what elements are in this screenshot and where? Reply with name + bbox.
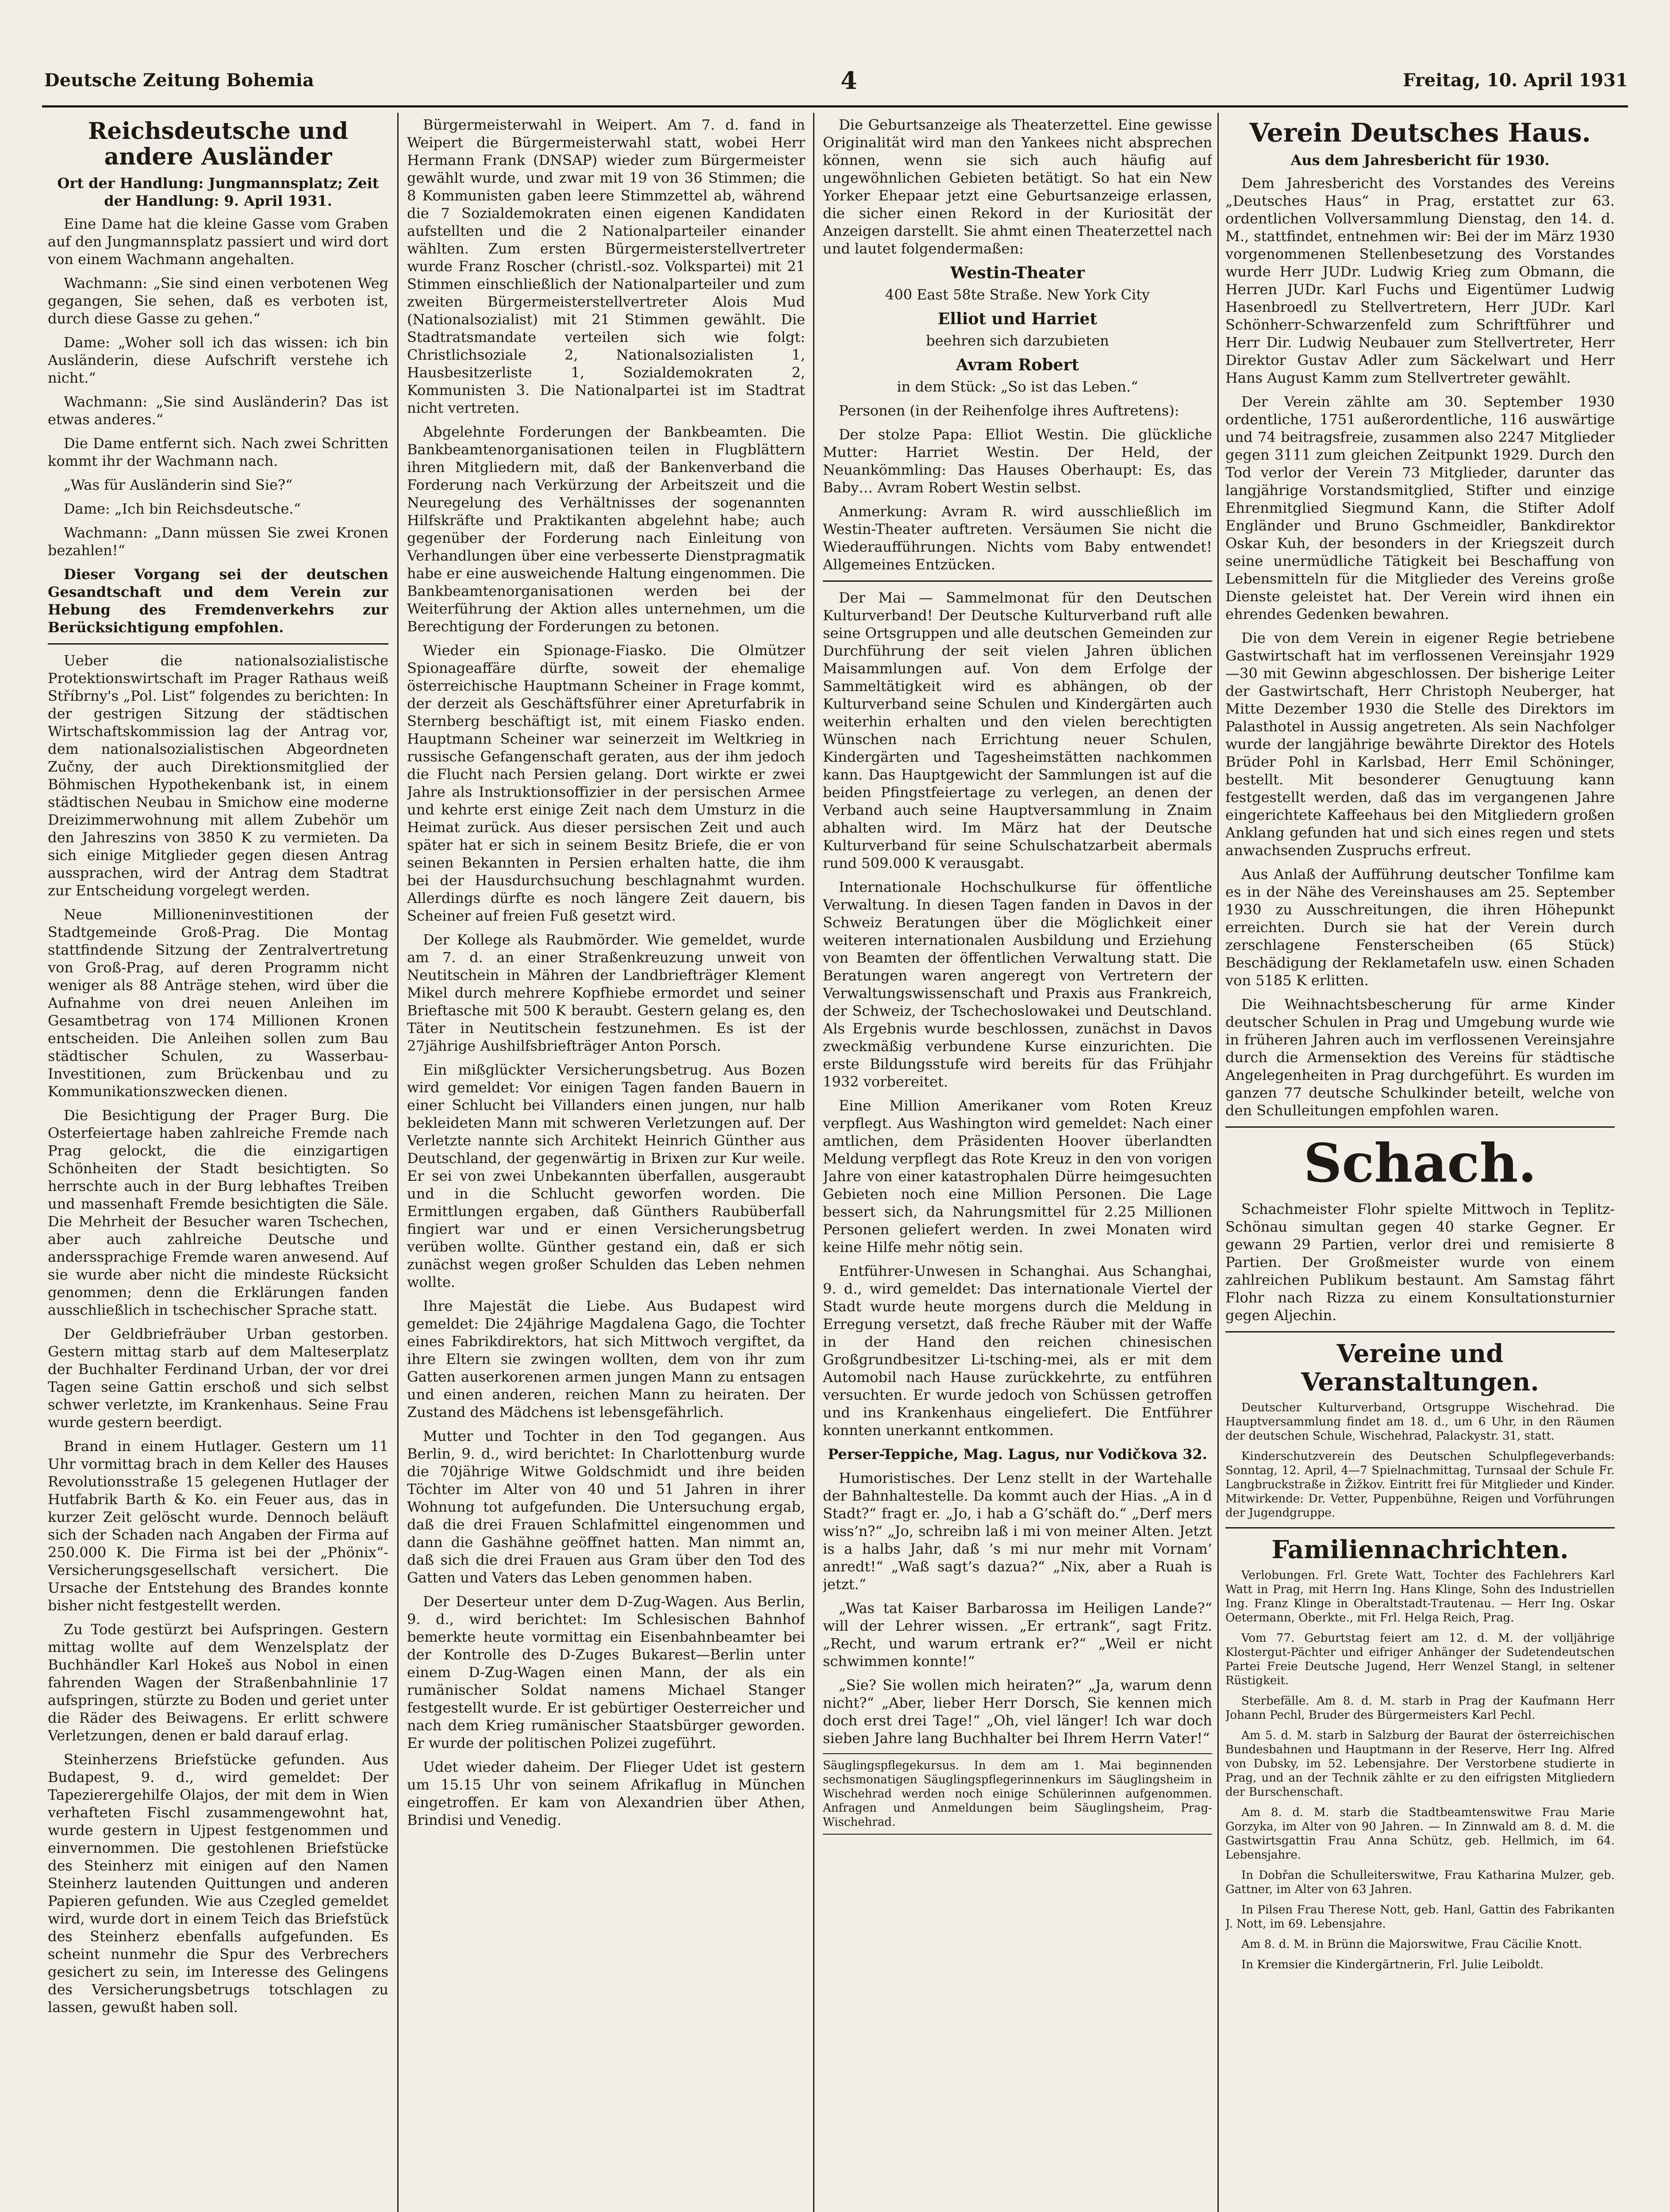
family-item: In Pilsen Frau Therese Nott, geb. Hanl, Gattin des Fabrikanten J. Nott, im 69. Lebensjahre. bbox=[1225, 1903, 1615, 1931]
humor-item: Humoristisches. Der Lenz stellt in der Wartehalle der Bahnhaltestelle. Da kommt auch der Hias. „A in d Stadt?“ fragt er. „Jo, i hab a G’schäft do.“ „Derf mers wiss’n?“ „Jo, schreibn laß i mi von meiner Alten. Jetzt is a halbs Jahr, daß ’s mi nur mehr mit Vornam’ anredt!“ „Waß sagt’s dazua?“ „Nix, aber a Ruah is jetzt.“ bbox=[823, 1470, 1212, 1593]
page-number: 4 bbox=[841, 66, 857, 95]
news-item: Der Geldbriefräuber Urban gestorben. Gestern mittag starb auf dem Malteserplatz der Buchhalter Ferdinand Urban, der vor drei Tagen seine Gattin erschoß und sich selbst schwer verletzte, im Krankenhaus. Seine Frau wurde gestern beerdigt. bbox=[48, 1325, 388, 1431]
family-item: Sterbefälle. Am 8. d. M. starb in Prag der Kaufmann Herr Johann Pechl, Bruder des Bürgermeisters Karl Pechl. bbox=[1225, 1694, 1615, 1722]
header-rule bbox=[42, 105, 1628, 108]
news-item: Ueber die nationalsozialistische Protektionswirtschaft im Prager Rathaus weiß Stříbrny's „Pol. List“ folgendes zu berichten: In der gestrigen Sitzung der städtischen Wirtschaftskommission lag der Antrag vor, dem nationalsozialistischen Abgeordneten Zučny, der auch Direktionsmitglied der Böhmischen Hypothekenbank ist, in einem städtischen Neubau in Smichow eine moderne Dreizimmerwohnung mit allem Zubehör um den Jahreszins von 3850 K zu vermieten. Da sich einige Mitglieder gegen diesen Antrag aussprachen, wird der Antrag dem Stadtrat zur Entscheidung vorgelegt werden. bbox=[48, 652, 388, 899]
news-item: Udet wieder daheim. Der Flieger Udet ist gestern um 15.15 Uhr von seinem Afrikaflug in München eingetroffen. Er kam von Alexandrien über Athen, Brindisi und Venedig. bbox=[407, 1759, 805, 1828]
news-item: Brand in einem Hutlager. Gestern um 11 Uhr vormittag brach in dem Keller des Hauses Revolutionsstraße 15 gelegenen Hutlager der Hutfabrik Barth & Ko. ein Feuer aus, das in kurzer Zeit gelöscht wurde. Dennoch beläuft sich der Schaden nach Angaben der Firma auf 250.000 K. Die Firma ist bei der „Phönix“-Versicherungsgesellschaft versichert. Die Ursache der Entstehung des Brandes konnte bisher nicht festgestellt werden. bbox=[48, 1438, 388, 1614]
column-2 bbox=[407, 116, 805, 2212]
news-item: Bürgermeisterwahl in Weipert. Am 7. d. fand in Weipert die Bürgermeisterwahl statt, wobei Herr Hermann Frank (DNSAP) wieder zum Bürgermeister gewählt wurde, und zwar mit 19 von 36 Stimmen; die 8 Kommunisten gaben leere Stimmzettel ab, während die 7 Sozialdemokraten einen eigenen Kandidaten aufstellten und die 2 Nationalparteiler einander wählten. Zum ersten Bürgermeisterstellvertreter wurde Franz Roscher (christl.-soz. Volkspartei) mit 21 Stimmen einschließlich der Nationalparteiler und zum zweiten Bürgermeisterstellvertreter Alois Mud (Nationalsozialist) mit 21 Stimmen gewählt. Die Stadtratsmandate verteilen sich wie folgt: Christlichsoziale 2, Nationalsozialisten 1, Hausbesitzerliste 1, Sozialdemokraten 2, Kommunisten 3. Die Nationalpartei ist im Stadtrat nicht vertreten. bbox=[407, 116, 805, 416]
theater-bill-line: beehren sich darzubieten bbox=[926, 332, 1109, 349]
news-item: Eine Million Amerikaner vom Roten Kreuz verpflegt. Aus Washington wird gemeldet: Nach einer amtlichen, dem Präsidenten Hoover überlandten Meldung verpflegt das Rote Kreuz in den von vorigen Jahre von einer katastrophalen Dürre heimgesuchten Gebieten noch eine Million Personen. Die Lage bessert sich, da Nahrungsmittel für 2.25 Millionen Personen geliefert werden. In zwei Monaten wird keine Hilfe mehr nötig sein. bbox=[823, 1097, 1212, 1256]
news-item: Der Mai — Sammelmonat für den Deutschen Kulturverband! Der Deutsche Kulturverband ruft alle seine Ortsgruppen und alle deutschen Gemeinden zur Durchführung der seit vielen Jahren üblichen Maisammlungen auf. Von dem Erfolge der Sammeltätigkeit wird es abhängen, ob der Kulturverband seine Schulen und Kindergärten auch weiterhin erhalten und den vielen berechtigten Wünschen nach Errichtung neuer Schulen, Kindergärten und Tagesheimstätten nachkommen kann. Das Hauptgewicht der Sammlungen ist auf die beiden Pfingstfeiertage zu verlegen, an denen der Verband auch seine Hauptversammlung in Znaim abhalten wird. Im März hat der Deutsche Kulturverband für seine Schulschatzarbeit abermals rund 509.000 K verausgabt. bbox=[823, 589, 1212, 872]
paragraph: Wachmann: „Dann müssen Sie zwei Kronen bezahlen!“ bbox=[48, 524, 388, 559]
section-rule bbox=[48, 643, 388, 645]
news-item: Der Kollege als Raubmörder. Wie gemeldet, wurde am 7. d. an einer Straßenkreuzung unweit von Neutitschein in Mähren der Landbriefträger Klement Mikel durch mehrere Kopfhiebe ermordet und seiner Brieftasche mit 500 K beraubt. Gestern gelang es, den Täter in Neutitschein festzunehmen. Es ist der 27jährige Aushilfsbriefträger Anton Porsch. bbox=[407, 931, 805, 1054]
paragraph: Dem Jahresbericht des Vorstandes des Vereins „Deutsches Haus“ in Prag, erstattet zur 63. ordentlichen Vollversammlung Dienstag, den 14. d. M., stattfindet, entnehmen wir: Bei der im März 1930 vorgenommenen Stellenbesetzung des Vorstandes wurde Herr JUDr. Ludwig Krieg zum Obmann, die Herren JUDr. Karl Fuchs und Eigentümer Ludwig Hasenbroedl zu Stellvertretern, Herr JUDr. Karl Schönherr-Schwarzenfeld zum Schriftführer und Herr Dir. Ludwig Neubauer zum Stellvertreter, Herr Direktor Gustav Adler zum Säckelwart und Herr Hans August Kamm zum Stellvertreter gewählt. bbox=[1225, 175, 1615, 386]
humor-item: „Was tat Kaiser Barbarossa im Heiligen Lande?“ will der Lehrer wissen. „Er ertrank“, sagt Fritz. „Recht, und warum ertrank er?“ „Weil er nicht schwimmen konnte!“ bbox=[823, 1600, 1212, 1670]
humor-item: „Sie? Sie wollen mich heiraten?“ „Ja, warum denn nicht?“ „Aber, lieber Herr Dorsch, Sie kennen mich doch erst drei Tage!“ „Oh, viel länger! Ich war doch sieben Jahre lang Buchhalter bei Ihrem Herrn Vater!“ bbox=[823, 1677, 1212, 1747]
section-rule bbox=[1225, 1527, 1615, 1528]
article-subheadline: Ort der Handlung: Jungmannsplatz; Zeit der Handlung: 9. April 1931. bbox=[57, 175, 379, 209]
section-rule bbox=[1225, 1331, 1615, 1333]
news-item: Die Geburtsanzeige als Theaterzettel. Eine gewisse Originalität wird man den Yankees nicht absprechen können, wenn sie sich auch häufig auf ungewöhnlichen Gebieten betätigt. So hat ein New Yorker Ehepaar jetzt eine Geburtsanzeige erlassen, die sicher einen Rekord in der Kuriosität der Anzeigen darstellt. Sie ahmt einen Theaterzettel nach und lautet folgendermaßen: bbox=[823, 116, 1212, 257]
theater-bill-title: Westin-Theater bbox=[950, 264, 1085, 282]
news-item: Entführer-Unwesen in Schanghai. Aus Schanghai, 9. d., wird gemeldet: Das internationale Viertel der Stadt wurde heute morgens durch die Meldung in Erregung versetzt, daß freche Räuber mit der Waffe in der Hand den reichen chinesischen Großgrundbesitzer Li-tsching-mei, als er mit dem Automobil nach Hause zurückkehrte, zu entführen versuchten. Er wurde jedoch von Schüssen getroffen und ins Krankenhaus eingeliefert. Die Entführer konnten unerkannt entkommen. bbox=[823, 1263, 1212, 1439]
paragraph: Die von dem Verein in eigener Regie betriebene Gastwirtschaft hat im verflossenen Vereinsjahr 1929—30 mit Gewinn abgeschlossen. Der bisherige Leiter der Gastwirtschaft, Herr Christoph Neuberger, hat Mitte Dezember 1930 die Stelle des Direktors im Palasthotel in Aussig angetreten. Als sein Nachfolger wurde der langjährige bewährte Direktor des Hotels Brüder Pohl in Karlsbad, Herr Emil Schöninger, bestellt. Mit besonderer Genugtuung kann festgestellt werden, daß das im vergangenen Jahre eingerichtete Kaffeehaus bei den Mitgliedern großen Anklang gefunden hat und sich eines regen und stets anwachsenden Zuspruchs erfreut. bbox=[1225, 630, 1615, 859]
news-item: Die Besichtigung der Prager Burg. Die Osterfeiertage haben zahlreiche Fremde nach Prag gelockt, die die einzigartigen Schönheiten der Stadt besichtigten. So herrschte auch in der Burg lebhaftes Treiben und massenhaft Fremde besichtigten die Säle. Die Mehrheit der Besucher waren Tschechen, aber auch zahlreiche Deutsche und anderssprachige Fremde waren anwesend. Auf sie wurde aber nicht die mindeste Rücksicht genommen; denn die Erklärungen fanden ausschließlich in tschechischer Sprache statt. bbox=[48, 1107, 388, 1318]
advertisement: Perser-Teppiche, Mag. Lagus, nur Vodičkova 32. bbox=[828, 1446, 1207, 1463]
family-news-headline: Familiennachrichten. bbox=[1271, 1535, 1569, 1564]
news-item: Wieder ein Spionage-Fiasko. Die Olmützer Spionageaffäre dürfte, soweit der ehemalige österreichische Hauptmann Scheiner in Frage kommt, der derzeit als Geschäftsführer einer Apreturfabrik in Sternberg beschäftigt ist, mit einem Fiasko enden. Hauptmann Scheiner war seinerzeit im Weltkrieg in russische Gefangenschaft geraten, aus der ihm jedoch die Flucht nach Persien gelang. Dort wirkte er zwei Jahre als Instruktionsoffizier in der persischen Armee und kehrte erst einige Zeit nach dem Umsturz in die Heimat zurück. Aus dieser persischen Zeit und auch später hat er sich in seinem Besitz Briefe, die er von seinen Bekannten in Persien erhalten hatte, die ihm bei der Hausdurchsuchung beschlagnahmt wurden. Allerdings dürfte es noch längere Zeit dauern, bis Scheiner auf freien Fuß gesetzt wird. bbox=[407, 642, 805, 924]
theater-bill-line: in dem Stück: „So ist das Leben.“ bbox=[897, 378, 1138, 395]
event-item: Deutscher Kulturverband, Ortsgruppe Wischehrad. Die Hauptversammlung findet am 18. d., um 6 Uhr, in den Räumen der deutschen Schule, Wischehrad, Palackystr. 31, statt. bbox=[1225, 1401, 1615, 1443]
paragraph: Dame: „Woher soll ich das wissen: ich bin Ausländerin, diese Aufschrift verstehe ich nicht.“ bbox=[48, 334, 388, 386]
news-item: Steinherzens Briefstücke gefunden. Aus Budapest, 9. d., wird gemeldet: Der Tapezierergehilfe Olajos, der mit dem in Wien verhafteten Fischl zusammengewohnt hat, wurde gestern in Ujpest festgenommen und einvernommen. Die gestohlenen Briefstücke des Steinherz mit einigen auf den Namen Steinherz lautenden Quittungen und anderen Papieren gefunden. Wie aus Czegled gemeldet wird, wurde dort in einem Teich das Briefstück des Steinherz ebenfalls aufgefunden. Es scheint nunmehr die Spur des Verbrechers gesichert zu sein, im Interesse des Gelingens des Versicherungsbetrugs totschlagen zu lassen, gewußt haben soll. bbox=[48, 1751, 388, 2016]
news-item: Mutter und Tochter in den Tod gegangen. Aus Berlin, 9. d., wird berichtet: In Charlottenburg wurde die 70jährige Witwe Goldschmidt und ihre beiden Töchter im Alter von 40 und 51 Jahren in ihrer Wohnung tot aufgefunden. Die Untersuchung ergab, daß die drei Frauen Schlafmittel eingenommen und dann die Gashähne geöffnet hatten. Man nimmt an, daß sich die drei Frauen aus Gram über den Tod des Gatten und Vaters das Leben genommen haben. bbox=[407, 1428, 805, 1586]
theater-bill-names: Elliot und Harriet bbox=[937, 310, 1098, 328]
theater-bill-note: Anmerkung: Avram R. wird ausschließlich im Westin-Theater auftreten. Versäumen Sie nicht die Wiederaufführungen. Nichts vom Baby entwendet! Allgemeines Entzücken. bbox=[823, 503, 1212, 573]
notice-text: Säuglingspflegekursus. In dem am 1. Mai beginnenden sechsmonatigen Säuglingspflegerinnenkurs im Säuglingsheim in Wischehrad werden noch einige Schülerinnen aufgenommen. Anfragen und Anmeldungen beim Säuglingsheim, Prag-Wischehrad. bbox=[823, 1759, 1212, 1829]
paragraph: Der Verein zählte am 30. September 1930 ordentliche, 1751 außerordentliche, 116 auswärtige und 74 beitragsfreie, zusammen also 2247 Mitglieder gegen 3111 zum gleichen Zeitpunkt 1929. Durch den Tod verlor der Verein 73 Mitglieder, darunter das langjährige Vorstandsmitglied, Stifter und einzige Ehrenmitglied Siegmund Kann, die Stifter Adolf Engländer und Bruno Gschmeidler, Bankdirektor Oskar Kuh, der besonders in der Kriegszeit durch seine unermüdliche Tätigkeit bei Beschaffung von Lebensmitteln für die Mitglieder des Vereins große Dienste geleistet hat. Der Verein wird ihnen ein ehrendes Gedenken bewahren. bbox=[1225, 393, 1615, 622]
section-subheadline: Aus dem Jahresbericht für 1930. bbox=[1290, 152, 1550, 169]
column-1 bbox=[48, 116, 388, 2212]
column-divider bbox=[1217, 113, 1219, 2212]
theater-bill-star: Avram Robert bbox=[956, 356, 1079, 374]
news-item: Ihre Majestät die Liebe. Aus Budapest wird gemeldet: Die 24jährige Magdalena Gago, die Tochter eines Fabrikdirektors, hat sich Mittwoch vergiftet, da ihre Eltern sie zwingen wollten, dem von ihr zum Gatten auserkorenen armen jungen Mann zu entsagen und einen anderen, reichen Mann zu heiraten. Der Zustand des Mädchens ist lebensgefährlich. bbox=[407, 1298, 805, 1421]
theater-bill-line: 400 East 58te Straße. New York City bbox=[885, 286, 1150, 303]
news-item: Abgelehnte Forderungen der Bankbeamten. Die Bankbeamtenorganisationen teilen in Flugblättern ihren Mitgliedern mit, daß der Bankenverband die Forderung nach Verkürzung der Arbeitszeit und die Neuregelung des Verhältnisses der sogenannten Hilfskräfte und Praktikanten abgelehnt habe; auch gegenüber der Forderung nach Einleitung von Verhandlungen über eine verbesserte Dienstpragmatik habe er eine ausweichende Haltung eingenommen. Die Bankbeamtenorganisationen werden bei der Weiterführung der Aktion alles unternehmen, um die Berechtigung der Forderungen zu betonen. bbox=[407, 423, 805, 635]
article-headline: Reichsdeutsche und andere Ausländer bbox=[88, 118, 348, 170]
news-item: Internationale Hochschulkurse für öffentliche Verwaltung. In diesen Tagen fanden in Davos in der Schweiz Beratungen über die Möglichkeit einer weiteren internationalen Ausbildung und Erziehung von Beamten der öffentlichen Verwaltung statt. Die Beratungen waren angeregt von Vertretern der Verwaltungswissenschaft und Praxis aus Frankreich, der Schweiz, der Tschechoslowakei und Deutschland. Als Ergebnis wurde beschlossen, zunächst in Davos zweckmäßig verbundene Kurse einzurichten. Die erste Bildungsstufe wird bereits für das Frühjahr 1932 vorbereitet. bbox=[823, 879, 1212, 1090]
column-4 bbox=[1225, 116, 1615, 2212]
paragraph: „Was für Ausländerin sind Sie?“ bbox=[64, 476, 293, 493]
chess-item: Schachmeister Flohr spielte Mittwoch in Teplitz-Schönau simultan gegen 40 starke Gegner. Er gewann 29 Partien, verlor drei und remisierte 8 Partien. Der Großmeister wurde von einem zahlreichen Publikum bestaunt. Am Samstag fährt Flohr nach Rizza zu einem Konsultationsturnier gegen Aljechin. bbox=[1225, 1201, 1615, 1324]
events-headline: Vereine und Veranstaltungen. bbox=[1301, 1339, 1539, 1397]
paragraph: Dieser Vorgang sei der deutschen Gesandtschaft und dem Verein zur Hebung des Fremdenverkehrs zur Berücksichtigung empfohlen. bbox=[48, 566, 388, 636]
family-item: In Kremsier die Kindergärtnerin, Frl. Julie Leiboldt. bbox=[1241, 1958, 1544, 1971]
news-item: Der Deserteur unter dem D-Zug-Wagen. Aus Berlin, 9. d., wird berichtet: Im Schlesischen Bahnhof bemerkte heute vormittag ein Eisenbahnbeamter bei der Kontrolle des D-Zuges Bukarest—Berlin unter einem D-Zug-Wagen einen Mann, der als ein rumänischer Soldat namens Michael Stanger festgestellt wurde. Er ist gebürtiger Oesterreicher und nach dem Krieg rumänischer Staatsbürger geworden. Er wurde der politischen Polizei zugeführt. bbox=[407, 1593, 805, 1751]
newspaper-name: Deutsche Zeitung Bohemia bbox=[44, 70, 314, 91]
family-item: In Dobřan die Schulleiterswitwe, Frau Katharina Mulzer, geb. Gattner, im Alter von 63 Jahren. bbox=[1225, 1869, 1615, 1896]
family-item: Verlobungen. Frl. Grete Watt, Tochter des Fachlehrers Karl Watt in Prag, mit Herrn Ing. Hans Klinge, Sohn des Industriellen Ing. Franz Klinge in Oberaltstadt-Trautenau. — Herr Ing. Oskar Oetermann, Oberkte., mit Frl. Helga Reich, Prag. bbox=[1225, 1569, 1615, 1624]
notice-box bbox=[823, 1753, 1212, 1835]
news-item: Neue Millioneninvestitionen der Stadtgemeinde Groß-Prag. Die Montag stattfindende Sitzung der Zentralvertretung von Groß-Prag, auf deren Programm nicht weniger als 88 Anträge stehen, wird über die Aufnahme von drei neuen Anleihen im Gesamtbetrag von 174 Millionen Kronen entscheiden. Die Anleihen sollen zum Bau städtischer Schulen, zu Wasserbau-Investitionen, zum Brückenbau und zu Kommunikationszwecken dienen. bbox=[48, 906, 388, 1100]
page-header bbox=[44, 66, 1628, 97]
family-item: Am 8. d. M. in Brünn die Majorswitwe, Frau Cäcilie Knott. bbox=[1241, 1938, 1582, 1951]
paragraph: Wachmann: „Sie sind Ausländerin? Das ist etwas anderes.“ bbox=[48, 393, 388, 428]
paragraph: Dame: „Ich bin Reichsdeutsche.“ bbox=[64, 500, 301, 517]
column-divider bbox=[397, 113, 399, 2212]
event-item: Kinderschutzverein des Deutschen Schulpflegeverbands: Sonntag, 12. April, 4—7 Spielnachmittag, Turnsaal der Schule Fr. Langbruckstraße in Žižkov. Eintritt frei für Mitglieder und Kinder. Mitwirkende: Dr. Vetter, Puppenbühne, Reigen und Vorführungen der Jugendgruppe. bbox=[1225, 1450, 1615, 1520]
paragraph: Die Dame entfernt sich. Nach zwei Schritten kommt ihr der Wachmann nach. bbox=[48, 435, 388, 469]
family-item: Vom 77. Geburtstag feiert am 12. d. M. der volljährige Klostergut-Pächter und eifriger Anhänger der Sudetendeutschen Partei Freie Deutsche Jugend, Herr Wenzel Stangl, in seltener Rüstigkeit. bbox=[1225, 1632, 1615, 1687]
family-item: Am 8. d. M. starb die Stadtbeamtenswitwe Frau Marie Gorzyka, im Alter von 90 Jahren. — In Zinnwald am 8. d. M. die Gastwirtsgattin Frau Anna Schütz, geb. Hellmich, im 64. Lebensjahre. bbox=[1225, 1806, 1615, 1862]
section-rule bbox=[1225, 1126, 1615, 1128]
section-headline: Verein Deutsches Haus. bbox=[1249, 118, 1591, 148]
family-item: Am 5. d. M. starb in Salzburg der Baurat der österreichischen Bundesbahnen und Hauptmann in der Reserve, Herr Ing. Alfred von Dubsky, im 52. Lebensjahre. Der Verstorbene studierte in Prag, und an der Technik zählte er zu den eifrigsten Mitgliedern der Burschenschaft. bbox=[1225, 1729, 1615, 1799]
chess-headline: Schach. bbox=[1303, 1132, 1537, 1194]
column-divider bbox=[813, 113, 814, 2212]
news-item: Zu Tode gestürzt bei Aufspringen. Gestern mittag wollte auf dem Wenzelsplatz der Buchhändler Karl Hokeš aus Nobol in einen fahrenden Wagen der Straßenbahnlinie 17 aufspringen, stürzte zu Boden und geriet unter die Räder des Beiwagens. Er erlitt schwere Verletzungen, denen er bald darauf erlag. bbox=[48, 1621, 388, 1744]
theater-bill-line: Personen (in der Reihenfolge ihres Auftretens): bbox=[839, 402, 1179, 419]
paragraph: Die Weihnachtsbescherung für arme Kinder deutscher Schulen in Prag und Umgebung wurde wie in früheren Jahren auch im verflossenen Vereinsjahre durch die Armensektion des Vereins für städtische Angelegenheiten in Prag durchgeführt. Es wurden im ganzen 77 deutsche Schulkinder beteilt, welche von den Schulleitungen empfohlen waren. bbox=[1225, 996, 1615, 1119]
news-item: Ein mißglückter Versicherungsbetrug. Aus Bozen wird gemeldet: Vor einigen Tagen fanden Bauern in einer Schlucht bei Villanders einen jungen, nur halb bekleideten Mann mit schweren Verletzungen auf. Der Verletzte nannte sich Architekt Heinrich Günther aus Deutschland, der gegenwärtig in Brixen zur Kur weile. Er sei von zwei Unbekannten überfallen, ausgeraubt und in die Schlucht geworfen worden. Die Ermittlungen ergaben, daß Günthers Raubüberfall fingiert war und er einen Versicherungsbetrug verüben wollte. Günther gestand ein, daß er sich zunächst wegen großer Schulden das Leben nehmen wollte. bbox=[407, 1061, 805, 1290]
theater-bill-line: Der stolze Papa: Elliot Westin. Die glückliche Mutter: Harriet Westin. Der Held, der Neuankömmling: Das Hauses Oberhaupt: Es, das Baby… Avram Robert Westin selbst. bbox=[823, 426, 1212, 496]
section-rule bbox=[823, 580, 1212, 582]
paragraph: Eine Dame hat die kleine Gasse vom Graben auf den Jungmannsplatz passiert und wird dort von einem Wachmann angehalten. bbox=[48, 215, 388, 268]
column-3 bbox=[823, 116, 1212, 2212]
issue-date: Freitag, 10. April 1931 bbox=[1403, 70, 1628, 91]
paragraph: Aus Anlaß der Aufführung deutscher Tonfilme kam es in der Nähe des Vereinshauses am 25. September 1930 zu Ausschreitungen, die ihren Höhepunkt erreichten. Durch sie hat der Verein durch zerschlagene Fensterscheiben (65 Stück) Beschädigung der Reklametafeln usw. einen Schaden von 5185 K erlitten. bbox=[1225, 866, 1615, 989]
paragraph: Wachmann: „Sie sind einen verbotenen Weg gegangen, Sie sehen, daß es verboten ist, durch diese Gasse zu gehen.“ bbox=[48, 275, 388, 327]
